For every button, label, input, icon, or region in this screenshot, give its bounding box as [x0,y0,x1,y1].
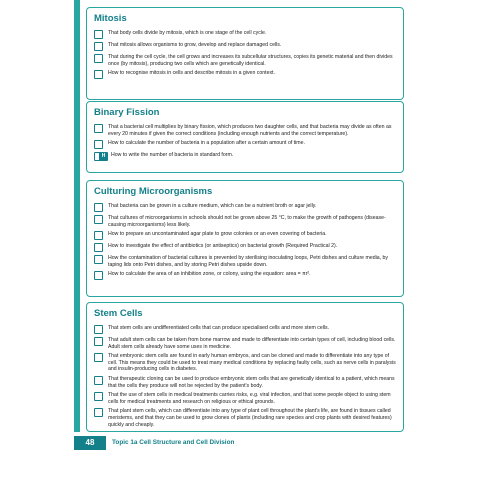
checkbox[interactable] [94,337,103,346]
checkbox[interactable] [94,376,103,385]
section-title: Culturing Microorganisms [94,186,213,197]
checkbox[interactable] [94,54,103,63]
higher-tier-badge: H [99,152,108,161]
list-item: How to calculate the number of bacteria in a population after a certain amount of time. [94,140,397,149]
checkbox[interactable] [94,215,103,224]
list-item: How the contamination of bacterial cultures is prevented by sterilising inoculating loops, Petri dishes and culture media, by taping lids onto Petri dishes, and by storing Petri dishes upside down. [94,255,397,268]
checkbox[interactable] [94,70,103,79]
list-item: That therapeutic cloning can be used to produce embryonic stem cells that are genetically identical to a patient, which means that the cells they produce will not be rejected by the patient's body. [94,376,397,389]
sidebar-stripe [74,0,80,432]
checkbox[interactable] [94,203,103,212]
topic-title: Topic 1a Cell Structure and Cell Division [112,439,235,446]
page-number: 48 [74,436,106,450]
section-mitosis [86,7,404,100]
section-culturing-microorganisms [86,180,404,297]
list-item: That plant stem cells, which can differentiate into any type of plant cell throughout the plant's life, are found in tissues called meristems, and that they can be used to grow clones of plants (including rare species and crop plants with desired features) quickly and cheaply. [94,408,397,428]
checkbox[interactable] [94,392,103,401]
list-item: That adult stem cells can be taken from bone marrow and made to differentiate into certain types of cell, including blood cells. Adult stem cells already have some uses in medicine. [94,337,397,350]
checkbox[interactable] [94,325,103,334]
list-item: That mitosis allows organisms to grow, develop and replace damaged cells. [94,42,397,51]
list-item: How to recognise mitosis in cells and describe mitosis in a given context. [94,70,397,79]
checkbox[interactable] [94,353,103,362]
checkbox[interactable] [94,140,103,149]
list-item: That body cells divide by mitosis, which is one stage of the cell cycle. [94,30,397,39]
list-item: That cultures of microorganisms in schools should not be grown above 25 °C, to make the growth of pathogens (disease-causing microorganisms) less likely. [94,215,397,228]
section-title: Binary Fission [94,107,160,118]
checkbox[interactable] [94,30,103,39]
section-binary-fission [86,101,404,173]
list-item: That during the cell cycle, the cell grows and increases its subcellular structures, copies its genetic material and then divides once (by mitosis), producing two cells which are genetically identical. [94,54,397,67]
list-item: How to prepare an uncontaminated agar plate to grow colonies or an even covering of bacteria. [94,231,397,240]
list-item: That stem cells are undifferentiated cells that can produce specialised cells and more stem cells. [94,325,397,334]
page-footer [74,436,408,450]
list-item: H How to write the number of bacteria in standard form. [94,152,397,161]
list-item: That the use of stem cells in medical treatments carries risks, e.g. viral infection, and that some people object to using stem cells for medical treatments and research on religious or ethical grounds. [94,392,397,405]
section-title: Stem Cells [94,308,143,319]
list-item: How to calculate the area of an inhibition zone, or colony, using the equation: area = πr². [94,271,397,280]
section-stem-cells [86,302,404,432]
checkbox[interactable] [94,271,103,280]
section-title: Mitosis [94,13,127,24]
checkbox[interactable] [94,255,103,264]
checkbox[interactable] [94,124,103,133]
list-item: That embryonic stem cells are found in early human embryos, and can be cloned and made to differentiate into any type of cell. This means they could be used to treat many medical conditions by replacing faulty cells, such as nerve cells in paralysis and insulin-producing cells in diabetes. [94,353,397,373]
list-item: How to investigate the effect of antibiotics (or antiseptics) on bacterial growth (Required Practical 2). [94,243,397,252]
checkbox[interactable] [94,243,103,252]
checkbox[interactable] [94,408,103,417]
list-item: That bacteria can be grown in a culture medium, which can be a nutrient broth or agar jelly. [94,203,397,212]
list-item: That a bacterial cell multiplies by binary fission, which produces two daughter cells, and that bacteria may divide as often as every 20 minutes if given the correct conditions (including enough nutrients and the correct temperature). [94,124,397,137]
page [74,0,408,480]
checkbox[interactable] [94,42,103,51]
checkbox[interactable] [94,231,103,240]
